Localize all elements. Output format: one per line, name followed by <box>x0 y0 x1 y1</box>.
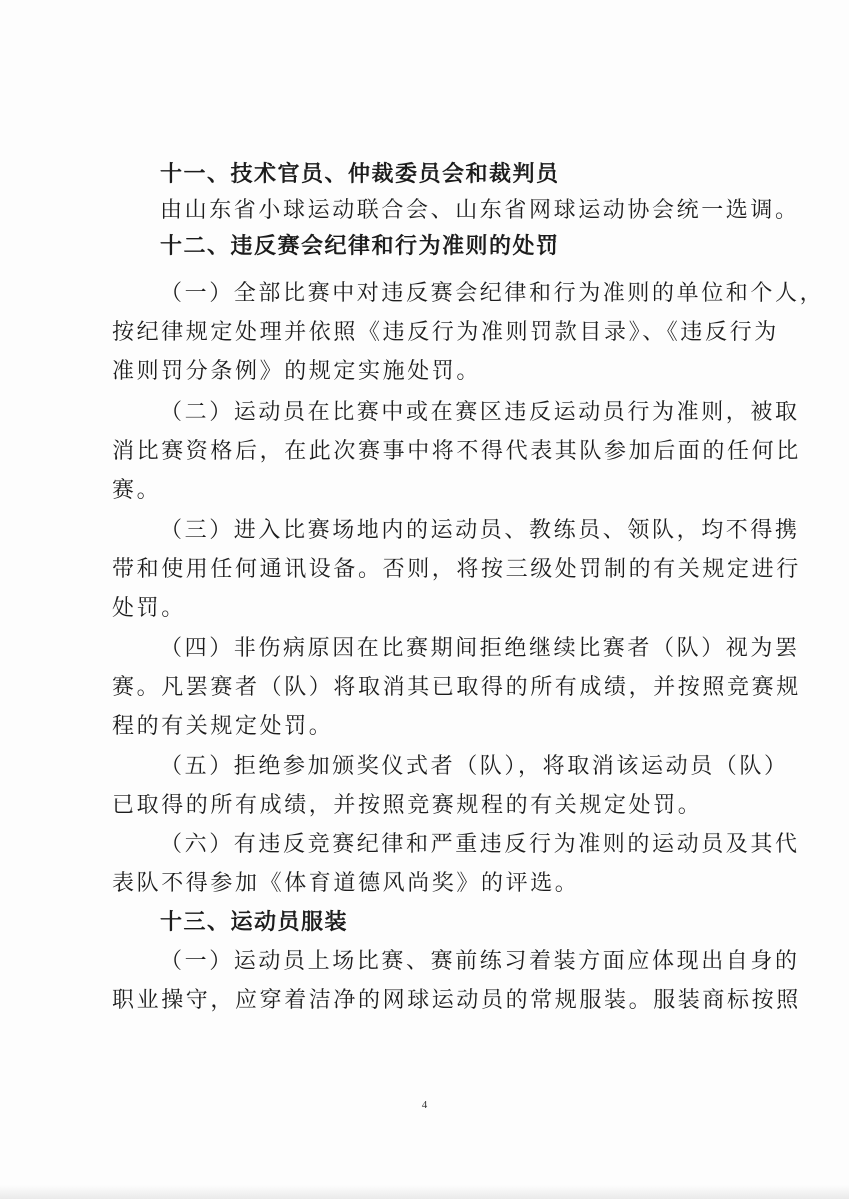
para-12-4-line1: （四）非伤病原因在比赛期间拒绝继续比赛者（队）视为罢 <box>160 636 800 661</box>
para-12-5-line2: 已取得的所有成绩，并按照竞赛规程的有关规定处罚。 <box>112 793 703 818</box>
section-11-body: 由山东省小球运动联合会、山东省网球运动协会统一选调。 <box>160 198 800 223</box>
para-12-1-line2: 按纪律规定处理并依照《违反行为准则罚款目录》、《违反行为 <box>112 320 779 345</box>
para-12-2-line2: 消比赛资格后，在此次赛事中将不得代表其队参加后面的任何比 <box>112 439 801 464</box>
para-12-5-line1: （五）拒绝参加颁奖仪式者（队），将取消该运动员（队） <box>160 754 789 779</box>
para-12-6-line2: 表队不得参加《体育道德风尚奖》的评选。 <box>112 871 580 896</box>
para-12-1-line3: 准则罚分条例》的规定实施处罚。 <box>112 359 482 384</box>
para-12-4-line2: 赛。凡罢赛者（队）将取消其已取得的所有成绩，并按照竞赛规 <box>112 675 801 700</box>
para-12-2-line1: （二）运动员在比赛中或在赛区违反运动员行为准则，被取 <box>160 400 800 425</box>
para-12-4-line3: 程的有关规定处罚。 <box>112 714 334 739</box>
para-12-2-line3: 赛。 <box>112 478 162 503</box>
section-13-heading: 十三、运动员服装 <box>160 910 349 935</box>
page-number: 4 <box>421 1099 428 1111</box>
section-11-heading: 十一、技术官员、仲裁委员会和裁判员 <box>160 162 560 187</box>
section-12-heading: 十二、违反赛会纪律和行为准则的处罚 <box>160 234 560 259</box>
para-13-1-line1: （一）运动员上场比赛、赛前练习着装方面应体现出自身的 <box>160 949 800 974</box>
para-12-3-line2: 带和使用任何通讯设备。否则，将按三级处罚制的有关规定进行 <box>112 557 801 582</box>
page-bottom-edge <box>0 1185 849 1199</box>
para-12-3-line3: 处罚。 <box>112 596 186 621</box>
para-12-6-line1: （六）有违反竞赛纪律和严重违反行为准则的运动员及其代 <box>160 832 800 857</box>
para-13-1-line2: 职业操守，应穿着洁净的网球运动员的常规服装。服装商标按照 <box>112 988 801 1013</box>
para-12-1-line1: （一）全部比赛中对违反赛会纪律和行为准则的单位和个人， <box>160 281 825 306</box>
para-12-3-line1: （三）进入比赛场地内的运动员、教练员、领队，均不得携 <box>160 518 800 543</box>
